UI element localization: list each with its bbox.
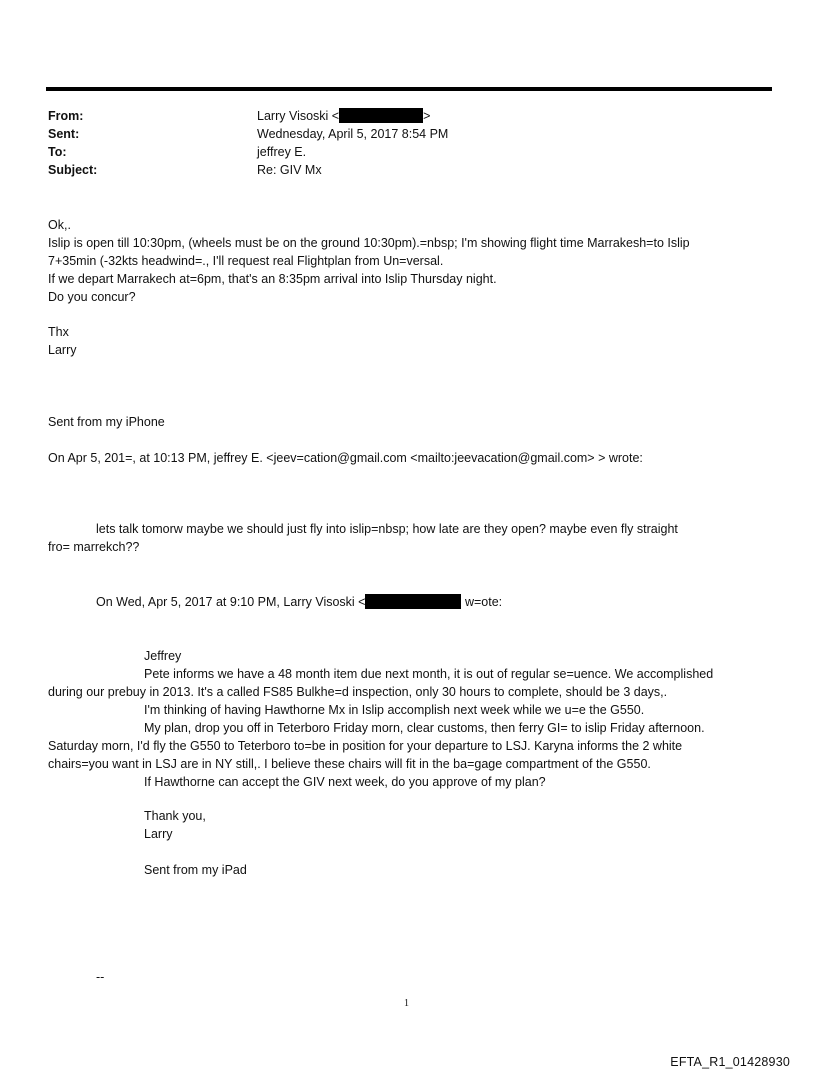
reply-line-5: Do you concur? <box>48 290 136 304</box>
signature-separator: -- <box>96 970 105 984</box>
page-number: 1 <box>404 998 409 1009</box>
to-label: To: <box>48 145 67 159</box>
quote-p3-line-3: chairs=you want in LSJ are in NY still,. I believe these chairs will fit in the ba=gage compartment of the G550. <box>48 757 651 771</box>
quote-header-larry-start: On Wed, Apr 5, 2017 at 9:10 PM, Larry Visoski < <box>96 595 366 609</box>
from-label: From: <box>48 109 84 123</box>
quote-header-jeffrey: On Apr 5, 201=, at 10:13 PM, jeffrey E. <jeev=cation@gmail.com <mailto:jeevacation@gmail.com> > wrote: <box>48 451 643 465</box>
quote-salutation: Jeffrey <box>144 649 182 663</box>
jeffrey-message-line-1: lets talk tomorw maybe we should just fly into islip=nbsp; how late are they open? maybe even fly straight <box>96 522 678 536</box>
quote-p1-line-1: Pete informs we have a 48 month item due next month, it is out of regular se=uence. We accomplished <box>144 667 714 681</box>
header-rule <box>46 87 772 91</box>
quote-signature: Larry <box>144 827 173 841</box>
redacted-email-block <box>365 594 461 609</box>
quote-p2: I'm thinking of having Hawthorne Mx in Islip accomplish next week while we u=e the G550. <box>144 703 645 717</box>
jeffrey-message-line-2: fro= marrekch?? <box>48 540 140 554</box>
to-value: jeffrey E. <box>257 145 307 159</box>
quote-sent-from: Sent from my iPad <box>144 863 247 877</box>
subject-label: Subject: <box>48 163 98 177</box>
sent-value: Wednesday, April 5, 2017 8:54 PM <box>257 127 449 141</box>
from-end: > <box>423 109 431 123</box>
redacted-email-block <box>339 108 423 123</box>
reply-thx: Thx <box>48 325 69 339</box>
reply-line-4: If we depart Marrakech at=6pm, that's an 8:35pm arrival into Islip Thursday night. <box>48 272 497 286</box>
reply-line-3: 7+35min (-32kts headwind=., I'll request real Flightplan from Un=versal. <box>48 254 444 268</box>
reply-line-1: Ok,. <box>48 218 71 232</box>
from-value <box>257 107 430 125</box>
reply-line-2: Islip is open till 10:30pm, (wheels must be on the ground 10:30pm).=nbsp; I'm showing flight time Marrakesh=to Islip <box>48 236 690 250</box>
subject-value: Re: GIV Mx <box>257 163 322 177</box>
reply-sent-from: Sent from my iPhone <box>48 415 165 429</box>
quote-header-larry-end: w=ote: <box>464 595 503 609</box>
document-id: EFTA_R1_01428930 <box>670 1055 790 1069</box>
quote-thanks: Thank you, <box>144 809 206 823</box>
quote-p3-line-1: My plan, drop you off in Teterboro Friday morn, clear customs, then ferry GI= to islip Friday afternoon. <box>144 721 705 735</box>
sent-label: Sent: <box>48 127 80 141</box>
reply-signature: Larry <box>48 343 77 357</box>
quote-header-larry <box>96 593 502 611</box>
from-name: Larry Visoski < <box>257 109 340 123</box>
quote-p4: If Hawthorne can accept the GIV next week, do you approve of my plan? <box>144 775 546 789</box>
quote-p1-line-2: during our prebuy in 2013. It's a called FS85 Bulkhe=d inspection, only 30 hours to complete, should be 3 days,. <box>48 685 668 699</box>
quote-p3-line-2: Saturday morn, I'd fly the G550 to Teterboro to=be in position for your departure to LSJ. Karyna informs the 2 white <box>48 739 683 753</box>
